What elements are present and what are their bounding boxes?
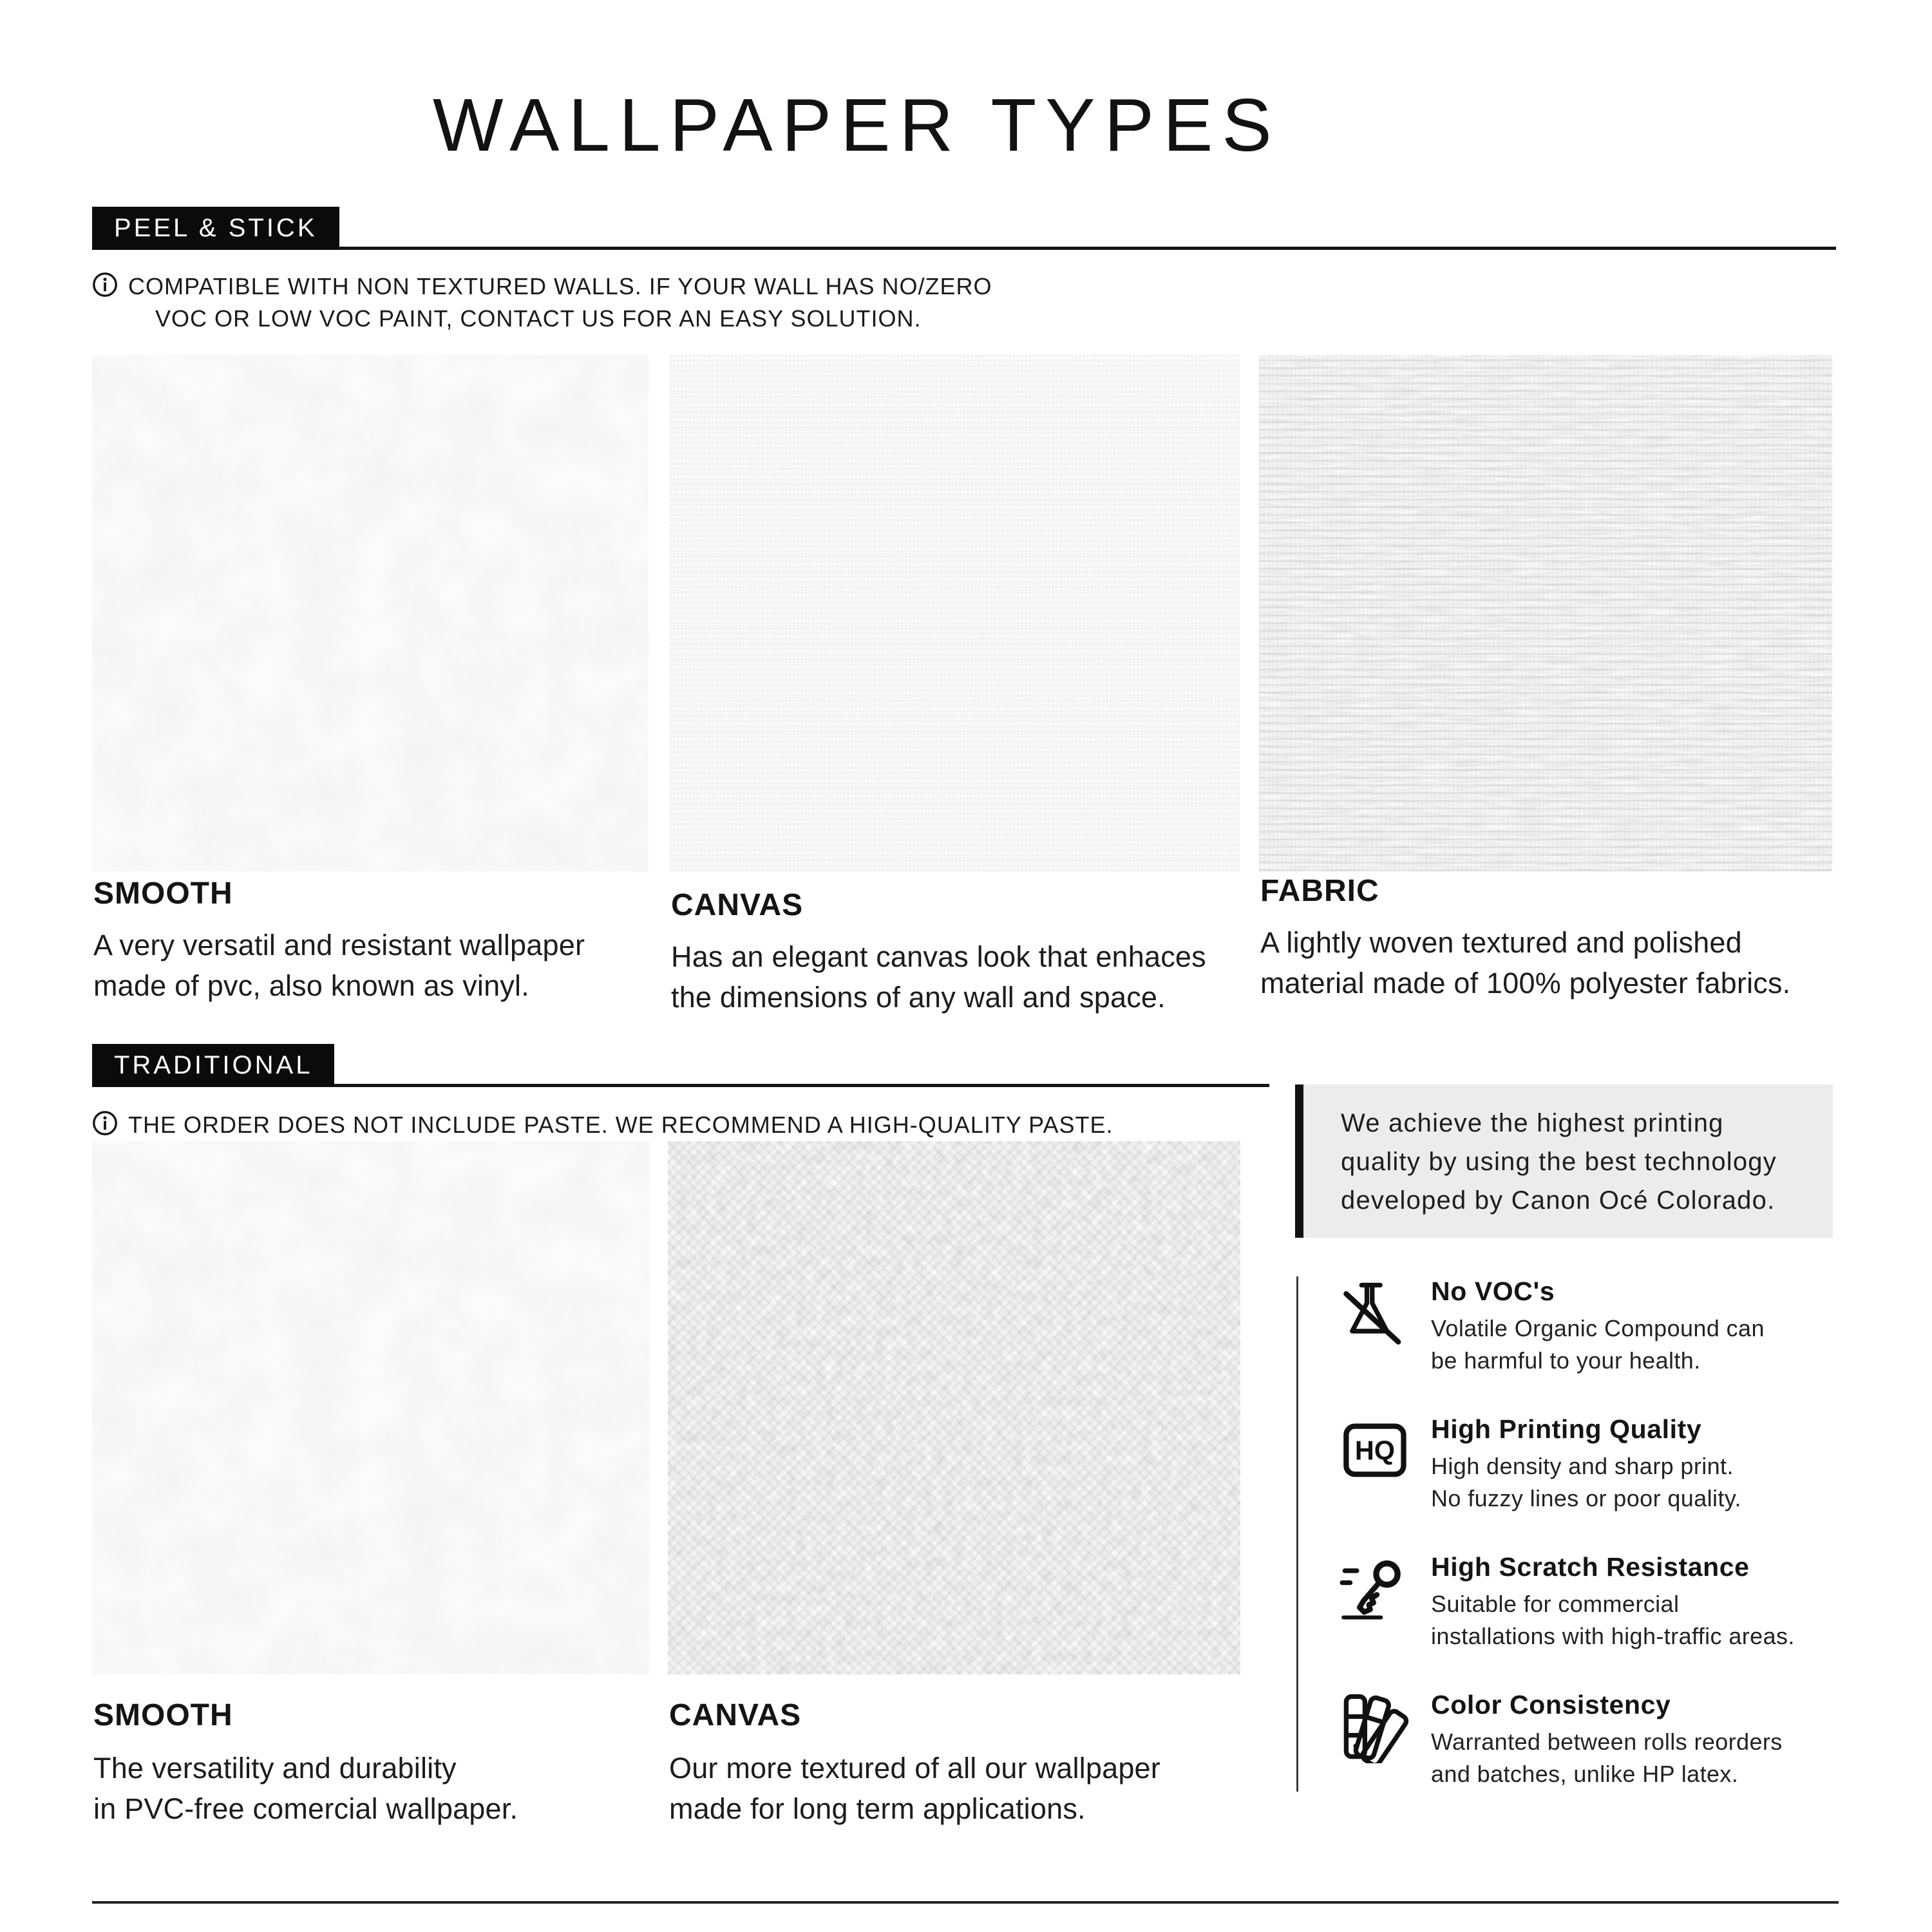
note-peel-stick: [92, 270, 992, 335]
quality-box-line: developed by Canon Océ Colorado.: [1341, 1186, 1776, 1215]
texture-swatch-canvas-traditional: [668, 1141, 1240, 1674]
caption-fabric-peel: [1260, 876, 1840, 1003]
texture-description: [669, 1748, 1249, 1829]
texture-description-line: material made of 100% polyester fabrics.: [1260, 967, 1791, 999]
feature-description-line: Volatile Organic Compound can: [1431, 1315, 1765, 1342]
section-header-traditional: [92, 1044, 1269, 1087]
page-title: WALLPAPER TYPES: [433, 83, 1281, 167]
note-line: THE ORDER DOES NOT INCLUDE PASTE. WE RECOMMEND A HIGH-QUALITY PASTE.: [128, 1112, 1113, 1138]
feature-title: No VOC's: [1431, 1276, 1555, 1306]
note-line: COMPATIBLE WITH NON TEXTURED WALLS. IF YOUR WALL HAS NO/ZERO: [128, 273, 992, 299]
texture-description: [1260, 922, 1840, 1003]
feature-no-voc: [1431, 1276, 1843, 1377]
texture-description-line: Our more textured of all our wallpaper: [669, 1752, 1160, 1785]
texture-swatch-smooth-peel: [92, 355, 649, 871]
texture-description: [93, 925, 660, 1006]
feature-description: [1431, 1726, 1843, 1790]
texture-description-line: Has an elegant canvas look that enhaces: [671, 940, 1206, 973]
texture-description-line: A very versatil and resistant wallpaper: [93, 929, 585, 961]
section-label-peel-stick: PEEL & STICK: [92, 207, 339, 250]
rough-weave-overlay: [668, 1141, 1240, 1674]
feature-description-line: installations with high-traffic areas.: [1431, 1623, 1795, 1650]
feature-description-line: High density and sharp print.: [1431, 1453, 1734, 1480]
section-header-peel-stick: [92, 207, 1836, 250]
section-label-traditional: TRADITIONAL: [92, 1044, 334, 1087]
texture-description-line: made for long term applications.: [669, 1792, 1086, 1825]
feature-description-line: Warranted between rolls reorders: [1431, 1728, 1783, 1756]
texture-description: [93, 1748, 660, 1829]
note-line: VOC OR LOW VOC PAINT, CONTACT US FOR AN EASY SOLUTION.: [155, 305, 922, 332]
color-swatch-fan-icon: [1340, 1690, 1413, 1763]
note-text: [128, 270, 992, 335]
note-traditional: [92, 1109, 1113, 1141]
texture-swatch-smooth-traditional: [92, 1141, 650, 1674]
texture-description-line: The versatility and durability: [93, 1752, 457, 1785]
scratched-key-icon: [1340, 1552, 1413, 1625]
svg-text:HQ: HQ: [1354, 1435, 1396, 1466]
info-icon: [92, 1110, 118, 1136]
texture-swatch-canvas-peel: [670, 355, 1240, 871]
texture-description-line: in PVC-free comercial wallpaper.: [93, 1792, 518, 1825]
caption-smooth-peel: [93, 878, 660, 1006]
fabric-rib-overlay: [1259, 355, 1832, 871]
caption-smooth-traditional: [93, 1700, 660, 1829]
note-text: [128, 1109, 1113, 1141]
feature-description-line: be harmful to your health.: [1431, 1347, 1701, 1374]
texture-name: SMOOTH: [93, 1698, 233, 1732]
quality-box: [1303, 1084, 1833, 1238]
texture-description-line: A lightly woven textured and polished: [1260, 926, 1742, 959]
quality-box-accent-bar: [1295, 1084, 1303, 1238]
quality-box-line: quality by using the best technology: [1341, 1148, 1777, 1176]
texture-name: SMOOTH: [93, 876, 233, 911]
texture-name: CANVAS: [671, 888, 804, 922]
feature-description: [1431, 1450, 1843, 1515]
texture-description-line: made of pvc, also known as vinyl.: [93, 969, 529, 1002]
crossed-flask-icon: [1340, 1275, 1413, 1349]
feature-description: [1431, 1588, 1843, 1653]
texture-swatch-fabric-peel: [1259, 355, 1832, 871]
caption-canvas-traditional: [669, 1700, 1249, 1829]
quality-box-text: [1303, 1084, 1833, 1220]
feature-description-line: Suitable for commercial: [1431, 1591, 1680, 1618]
info-icon: [92, 272, 118, 298]
feature-description-line: No fuzzy lines or poor quality.: [1431, 1485, 1741, 1512]
caption-canvas-peel: [671, 890, 1251, 1018]
feature-title: High Printing Quality: [1431, 1414, 1702, 1444]
feature-title: High Scratch Resistance: [1431, 1552, 1750, 1582]
quality-box-line: We achieve the highest printing: [1341, 1109, 1724, 1137]
feature-title: Color Consistency: [1431, 1690, 1671, 1719]
features-divider-line: [1296, 1276, 1298, 1792]
feature-description-line: and batches, unlike HP latex.: [1431, 1761, 1739, 1788]
feature-high-printing-quality: [1431, 1414, 1843, 1515]
texture-description: [671, 936, 1251, 1018]
feature-high-scratch-resistance: [1431, 1552, 1843, 1653]
texture-name: FABRIC: [1260, 874, 1379, 908]
bottom-divider-line: [92, 1901, 1839, 1904]
hq-badge-icon: [1340, 1414, 1413, 1488]
texture-name: CANVAS: [669, 1698, 802, 1732]
feature-description: [1431, 1312, 1843, 1377]
canvas-weave-overlay: [670, 355, 1240, 871]
feature-color-consistency: [1431, 1690, 1843, 1790]
texture-description-line: the dimensions of any wall and space.: [671, 981, 1166, 1014]
